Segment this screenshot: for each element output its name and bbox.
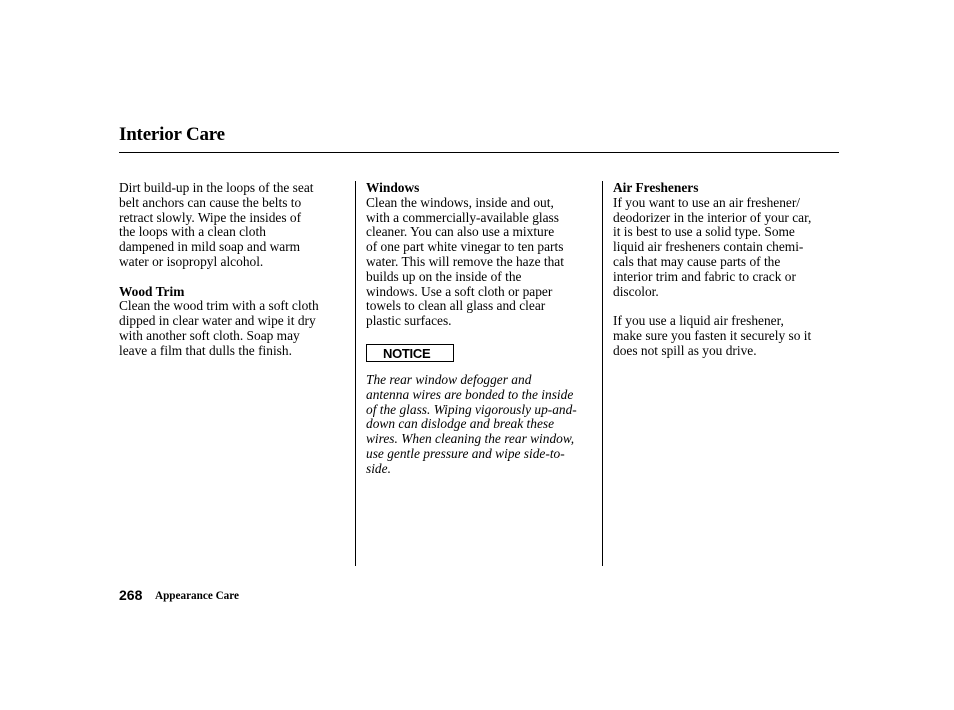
air-fresheners-heading: Air Fresheners [613, 180, 699, 195]
spacer [119, 270, 349, 285]
wood-trim-heading: Wood Trim [119, 283, 185, 299]
page-number: 268 [119, 587, 143, 603]
notice-badge [366, 344, 454, 362]
notice-paragraph: The rear window defogger and antenna wires are bonded to the inside of the glass. Wiping vigorously up-and- down can dislodge and break these wires. When cleaning the rear window, use gentle pressure and wipe side-to- side. [366, 372, 577, 476]
column-right [613, 181, 843, 359]
page-title: Interior Care [119, 124, 225, 145]
title-rule [119, 152, 839, 153]
spacer [613, 299, 843, 314]
windows-heading: Windows [366, 180, 420, 195]
air-fresheners-paragraph-2: If you use a liquid air freshener, make sure you fasten it securely so it does not spill as you drive. [613, 313, 812, 358]
seat-belt-paragraph: Dirt build-up in the loops of the seat belt anchors can cause the belts to retract slowly. Wipe the insides of the loops with a clean cloth dampened in mild soap and warm water or isopropyl alcohol. [119, 180, 314, 269]
windows-paragraph: Clean the windows, inside and out, with a commercially-available glass cleaner. You can also use a mixture of one part white vinegar to ten parts water. This will remove the haze that builds up on the inside of the windows. Use a soft cloth or paper towels to clean all glass and clear plastic surfaces. [366, 194, 564, 329]
notice-label: NOTICE [383, 346, 431, 361]
section-label: Appearance Care [155, 590, 239, 602]
column-left [119, 181, 349, 359]
column-divider-left [355, 181, 356, 566]
wood-trim-paragraph: Clean the wood trim with a soft cloth dipped in clear water and wipe it dry with another soft cloth. Soap may leave a film that dulls the finish. [119, 298, 319, 358]
air-fresheners-paragraph-1: If you want to use an air freshener/ deodorizer in the interior of your car, it is best to use a solid type. Some liquid air fresheners contain chemi- cals that may cause parts of the interior trim and fabric to crack or discolor. [613, 194, 812, 299]
column-divider-right [602, 181, 603, 566]
column-middle [366, 181, 596, 329]
